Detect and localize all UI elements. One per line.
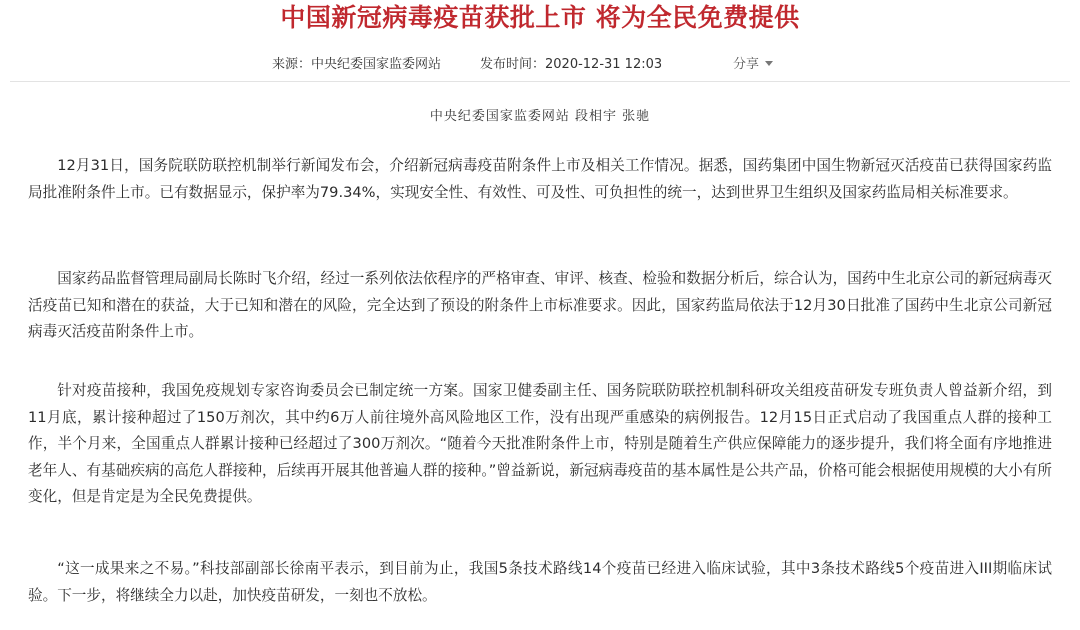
article-paragraph: “这一成果来之不易。”科技部副部长徐南平表示，到目前为止，我国5条技术路线14个疫苗已经进入临床试验，其中3条技术路线5个疫苗进入III期临床试验。下一步，将继续全力以赴，加快疫苗研发，一刻也不放松。 [28, 560, 1052, 604]
article-title: 中国新冠病毒疫苗获批上市 将为全民免费提供 [280, 3, 800, 32]
source-label: 来源：中央纪委国家监委网站 [272, 57, 442, 72]
article-paragraph: 针对疫苗接种，我国免疫规划专家咨询委员会已制定统一方案。国家卫健委副主任、国务院联防联控机制科研攻关组疫苗研发专班负责人曾益新介绍，到11月底，累计接种超过了150万剂次，其中约6万人前往境外高风险地区工作，没有出现严重感染的病例报告。12月15日正式启动了我国重点人群的接种工作，半个月来，全国重点人群累计接种已经超过了300万剂次。“随着今天批准附条件上市，特别是随着生产供应保障能力的逐步提升，我们将全面有序地推进老年人、有基础疾病的高危人群接种，后续再开展其他普遍人群的接种。”曾益新说，新冠病毒疫苗的基本属性是公共产品，价格可能会根据使用规模的大小有所变化，但是肯定是为全民免费提供。 [28, 382, 1052, 505]
article-meta [0, 54, 1080, 76]
byline: 中央纪委国家监委网站 段相宇 张驰 [429, 109, 651, 124]
article-paragraph: 12月31日，国务院联防联控机制举行新闻发布会，介绍新冠病毒疫苗附条件上市及相关工作情况。据悉，国药集团中国生物新冠灭活疫苗已获得国家药监局批准附条件上市。已有数据显示，保护率为79.34%，实现安全性、有效性、可及性、可负担性的统一，达到世界卫生组织及国家药监局相关标准要求。 [28, 157, 1052, 201]
chevron-down-icon [765, 61, 773, 66]
share-button[interactable] [733, 54, 773, 76]
share-label: 分享 [733, 57, 760, 72]
publish-time: 发布时间：2020-12-31 12:03 [480, 57, 663, 72]
header-divider [10, 81, 1070, 82]
article-paragraph: 国家药品监督管理局副局长陈时飞介绍，经过一系列依法依程序的严格审查、审评、核查、检验和数据分析后，综合认为，国药中生北京公司的新冠病毒灭活疫苗已知和潜在的获益，大于已知和潜在的风险，完全达到了预设的附条件上市标准要求。因此，国家药监局依法于12月30日批准了国药中生北京公司新冠病毒灭活疫苗附条件上市。 [28, 270, 1052, 340]
